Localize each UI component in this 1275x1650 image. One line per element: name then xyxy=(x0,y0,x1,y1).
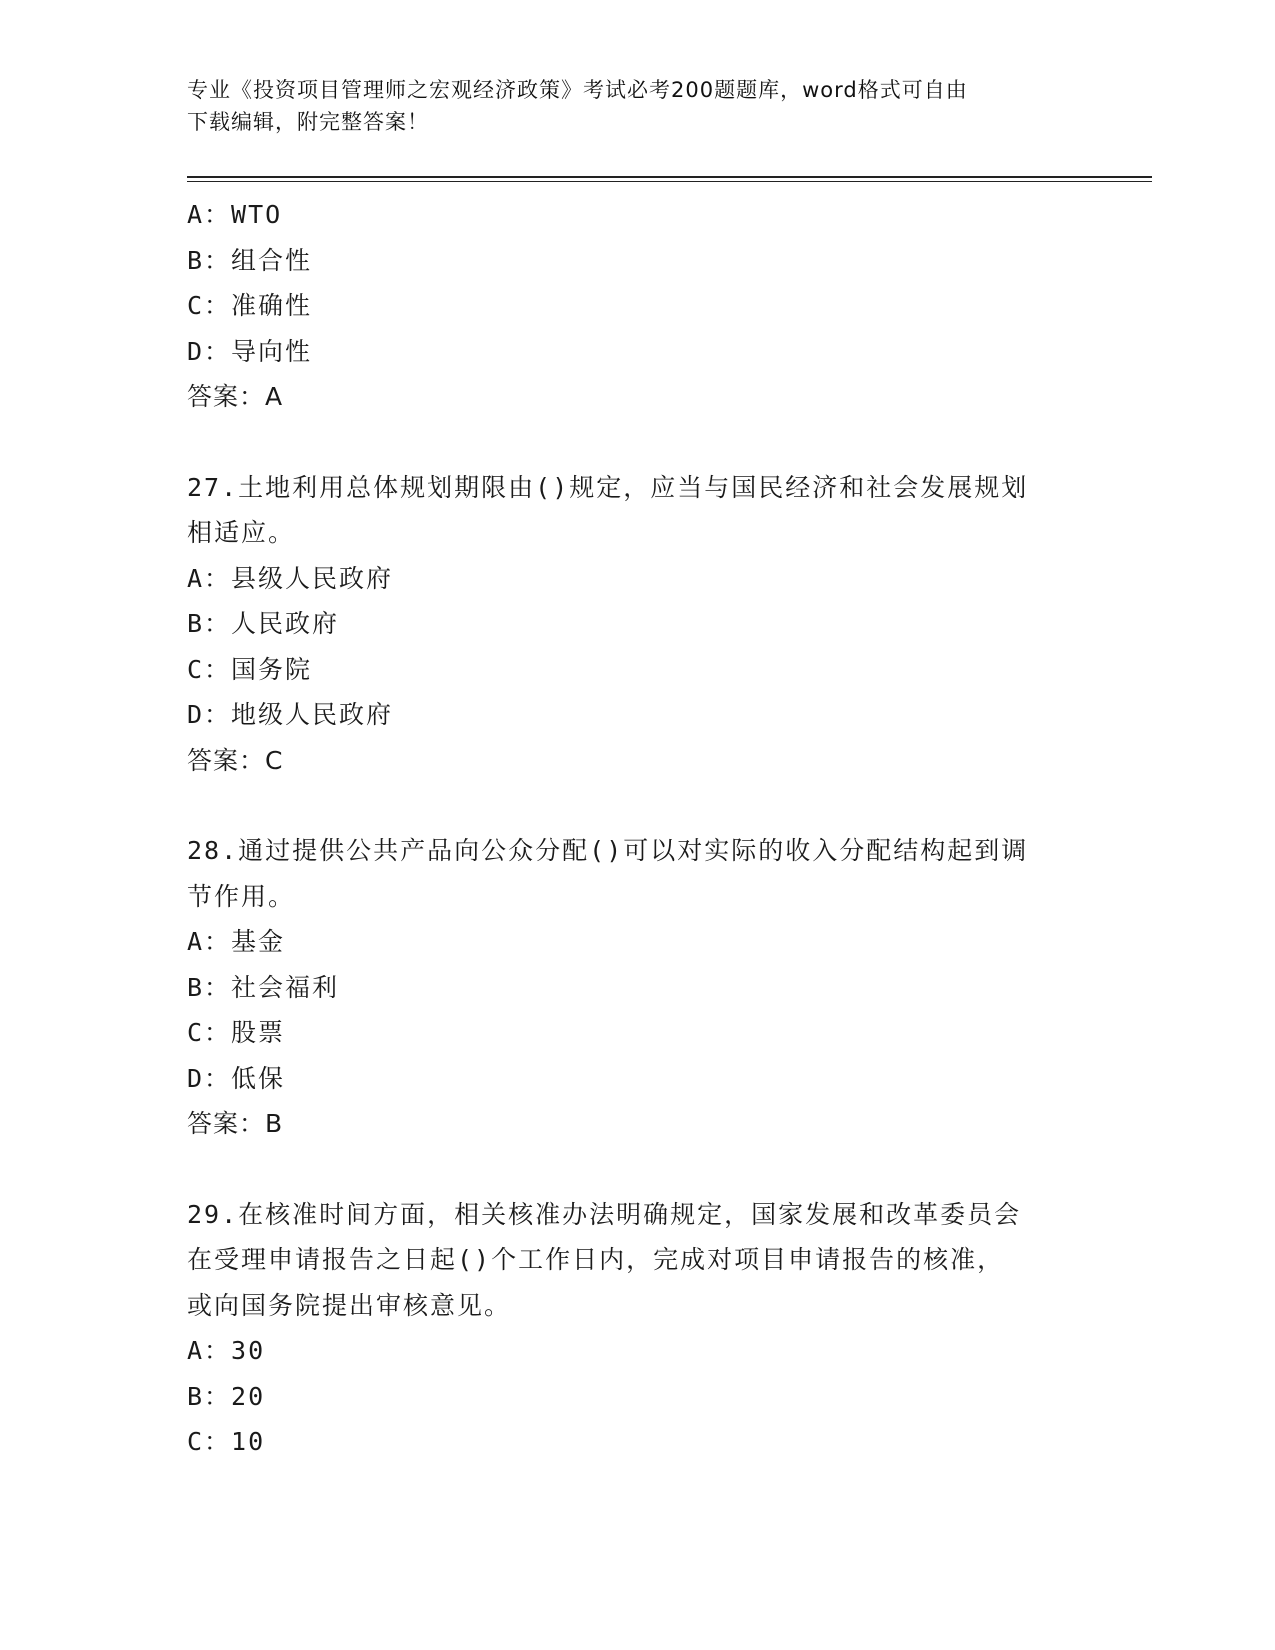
option-b: B：社会福利 xyxy=(187,972,340,1002)
option-c: C：10 xyxy=(187,1427,266,1456)
option-c: C：股票 xyxy=(187,1018,286,1047)
option-d: D：导向性 xyxy=(187,336,313,366)
question-stem-line: 相适应。 xyxy=(187,518,296,547)
answer-line: 答案：C xyxy=(187,745,284,775)
header-line-2: 下载编辑，附完整答案！ xyxy=(187,110,429,134)
option-b: B：组合性 xyxy=(187,245,313,275)
option-c: C：准确性 xyxy=(187,291,313,320)
option-c: C：国务院 xyxy=(187,654,313,684)
question-item xyxy=(187,828,1067,1147)
option-b: B：20 xyxy=(187,1381,266,1411)
question-stem-line: 或向国务院提出审核意见。 xyxy=(187,1290,512,1320)
option-a: A：WTO xyxy=(187,200,283,229)
answer-line: 答案：B xyxy=(187,1109,284,1138)
question-list xyxy=(187,192,1067,1465)
option-a: A：30 xyxy=(187,1336,266,1365)
option-d: D：低保 xyxy=(187,1063,286,1093)
option-b: B：人民政府 xyxy=(187,609,340,638)
question-stem-line: 在受理申请报告之日起()个工作日内，完成对项目申请报告的核准， xyxy=(187,1245,1005,1274)
question-stem-line: 节作用。 xyxy=(187,881,296,911)
spacer xyxy=(187,1147,1067,1192)
spacer xyxy=(187,420,1067,465)
document-header xyxy=(187,74,1067,138)
question-stem-line: 27.土地利用总体规划期限由()规定，应当与国民经济和社会发展规划 xyxy=(187,472,1029,502)
question-item xyxy=(187,192,1067,420)
header-divider-thick xyxy=(187,176,1152,178)
header-line-1: 专业《投资项目管理师之宏观经济政策》考试必考200题题库，word格式可自由 xyxy=(187,78,968,102)
option-a: A：县级人民政府 xyxy=(187,563,394,593)
document-page xyxy=(187,0,1152,1650)
header-divider-thin xyxy=(187,181,1152,182)
option-a: A：基金 xyxy=(187,927,286,956)
question-stem-line: 28.通过提供公共产品向公众分配()可以对实际的收入分配结构起到调 xyxy=(187,836,1029,865)
spacer xyxy=(187,783,1067,828)
option-d: D：地级人民政府 xyxy=(187,700,394,729)
question-item xyxy=(187,1192,1067,1465)
question-item xyxy=(187,465,1067,784)
answer-line: 答案：A xyxy=(187,382,284,411)
question-stem-line: 29.在核准时间方面，相关核准办法明确规定，国家发展和改革委员会 xyxy=(187,1199,1022,1229)
